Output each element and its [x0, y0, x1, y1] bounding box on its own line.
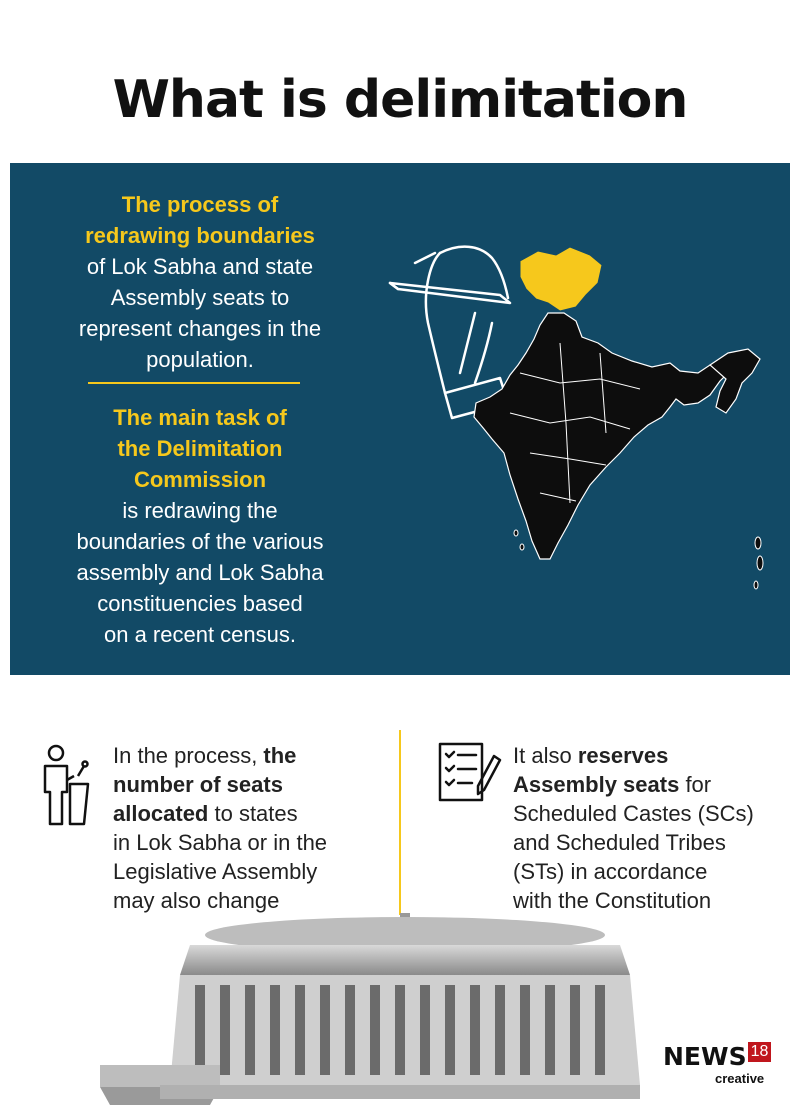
points-divider: [399, 730, 401, 915]
task-highlight-2: the Delimitation: [117, 436, 283, 461]
task-line: is redrawing the: [122, 498, 278, 523]
page-title: What is delimitation: [112, 70, 688, 130]
task-block: [30, 402, 370, 650]
panel-divider: [88, 382, 300, 384]
definition-line: Assembly seats to: [110, 285, 290, 310]
checklist-pencil-icon: [436, 740, 504, 804]
india-mainland: [474, 313, 732, 559]
definition-highlight-1: The process of: [121, 192, 279, 217]
task-line: boundaries of the various: [76, 529, 324, 554]
reservation-text: It also reserves Assembly seats for Scheduled Castes (SCs) and Scheduled Tribes (STs) in accordance with the Constitution: [513, 743, 754, 913]
task-highlight-3: Commission: [133, 467, 267, 492]
logo-number: 18: [748, 1042, 772, 1062]
definition-line: population.: [146, 347, 254, 372]
speaker-podium-icon: [40, 742, 92, 828]
hand-with-pen-icon: [390, 247, 510, 418]
task-line: on a recent census.: [103, 622, 296, 647]
definition-highlight-2: redrawing boundaries: [85, 223, 315, 248]
kashmir-region: [520, 247, 602, 311]
task-highlight-1: The main task of: [113, 405, 287, 430]
info-panel: [10, 163, 790, 675]
parliament-building-illustration: [100, 905, 660, 1111]
logo-main-text: NEWS: [663, 1042, 747, 1071]
seat-allocation-text: In the process, the number of seats allocated to states in Lok Sabha or in the Legislative Assembly may also change: [113, 743, 328, 913]
definition-line: represent changes in the: [78, 316, 322, 341]
logo-subtext: creative: [715, 1071, 765, 1086]
definition-line: of Lok Sabha and state: [86, 254, 314, 279]
definition-block: [30, 189, 370, 375]
news18-creative-logo: [663, 1042, 771, 1086]
india-map-icon: [380, 203, 780, 643]
task-line: constituencies based: [97, 591, 303, 616]
task-line: assembly and Lok Sabha: [76, 560, 324, 585]
